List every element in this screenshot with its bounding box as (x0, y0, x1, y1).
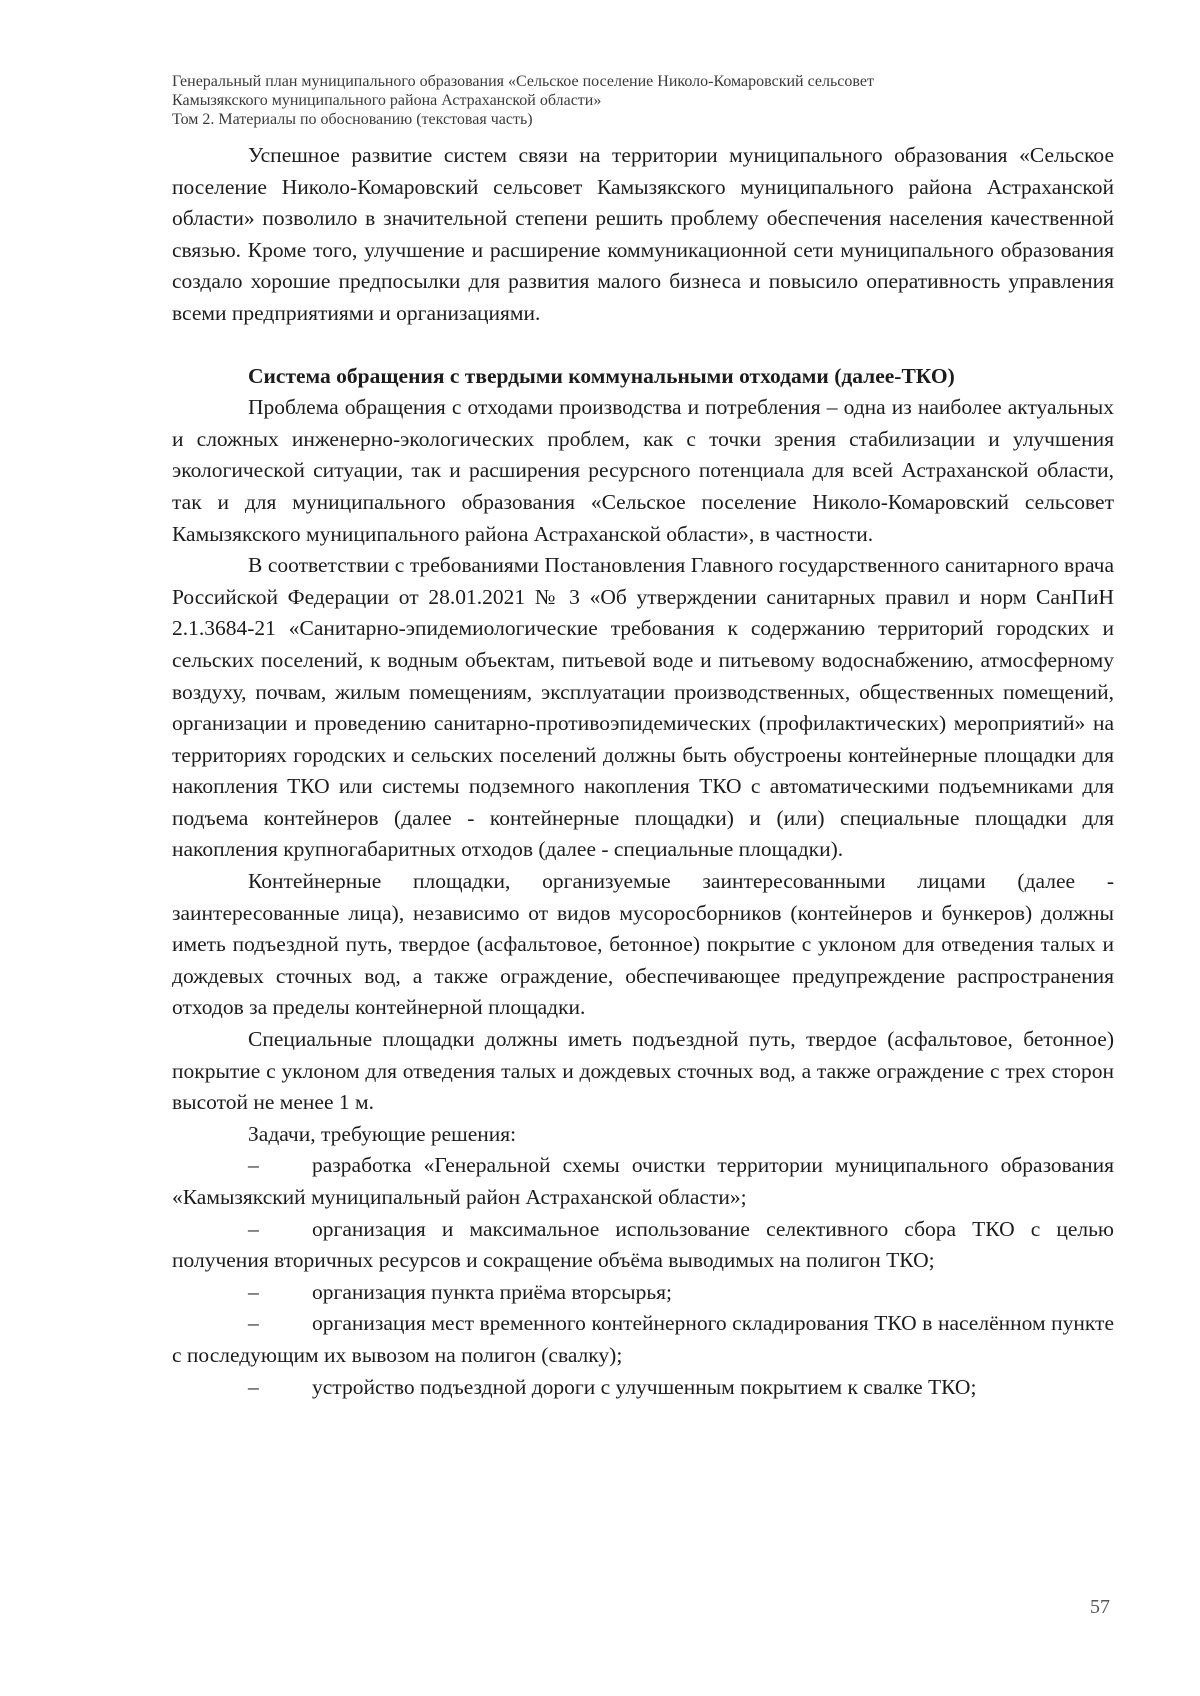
list-item (172, 1308, 1114, 1371)
paragraph-tasks-intro: Задачи, требующие решения: (248, 1121, 517, 1146)
list-item (172, 1150, 1114, 1213)
header-line-2: Камызякского муниципального района Астраханской области» (172, 92, 602, 109)
running-header (172, 72, 1132, 129)
list-item-text: организация мест временного контейнерного складирования ТКО в населённом пункте с последующим их вывозом на полигон (свалку); (172, 1311, 1114, 1367)
paragraph-waste-problem: Проблема обращения с отходами производства и потребления – одна из наиболее актуальных и сложных инженерно-экологических проблем, как с точки зрения стабилизации и улучшения экологической ситуации, так и расширения ресурсного потенциала для всей Астраханской области, так и для муниципального образования «Сельское поселение Николо-Комаровский сельсовет Камызякского муниципального района Астраханской области», в частности. (172, 395, 1114, 546)
list-dash: – (248, 1279, 259, 1304)
paragraph-special-sites: Специальные площадки должны иметь подъездной путь, твердое (асфальтовое, бетонное) покрытие с уклоном для отведения талых и дождевых сточных вод, а также ограждение с трех сторон высотой не менее 1 м. (172, 1027, 1114, 1115)
list-item-text: организация и максимальное использование селективного сбора ТКО с целью получения вторичных ресурсов и сокращение объёма выводимых на полигон ТКО; (172, 1216, 1114, 1273)
header-line-1: Генеральный план муниципального образования «Сельское поселение Николо-Комаровский сельсовет (172, 73, 874, 90)
paragraph-container-sites: Контейнерные площадки, организуемые заинтересованными лицами (далее - заинтересованные лица), независимо от видов мусоросборников (контейнеров и бункеров) должны иметь подъездной путь, твердое (асфальтовое, бетонное) покрытие с уклоном для отведения талых и дождевых сточных вод, а также ограждение, обеспечивающее предупреждение распространения отходов за пределы контейнерной площадки. (172, 869, 1114, 1020)
list-dash: – (248, 1153, 259, 1178)
list-item (172, 1372, 1114, 1404)
page-number: 57 (1090, 1596, 1110, 1618)
list-item-text: организация пункта приёма вторсырья; (312, 1279, 672, 1304)
list-dash: – (248, 1311, 259, 1336)
document-body (172, 140, 1114, 1403)
list-dash: – (248, 1216, 259, 1241)
list-dash: – (248, 1374, 259, 1399)
list-item (172, 1277, 1114, 1309)
header-line-3: Том 2. Материалы по обоснованию (текстовая часть) (172, 111, 533, 128)
section-heading-tko: Система обращения с твердыми коммунальными отходами (далее-ТКО) (248, 363, 955, 388)
list-item-text: разработка «Генеральной схемы очистки территории муниципального образования «Камызякский муниципальный район Астраханской области»; (172, 1153, 1114, 1209)
paragraph-communications: Успешное развитие систем связи на территории муниципального образования «Сельское поселение Николо-Комаровский сельсовет Камызякского муниципального района Астраханской области» позволило в значительной степени решить проблему обеспечения населения качественной связью. Кроме того, улучшение и расширение коммуникационной сети муниципального образования создало хорошие предпосылки для развития малого бизнеса и повысило оперативность управления всеми предприятиями и организациями. (172, 143, 1114, 325)
list-item-text: устройство подъездной дороги с улучшенным покрытием к свалке ТКО; (312, 1374, 977, 1399)
list-item (172, 1214, 1114, 1277)
paragraph-sanpin-requirements: В соответствии с требованиями Постановления Главного государственного санитарного врача Российской Федерации от 28.01.2021 № 3 «Об утверждении санитарных правил и норм СанПиН 2.1.3684-21 «Санитарно-эпидемиологические требования к содержанию территорий городских и сельских поселений, к водным объектам, питьевой воде и питьевому водоснабжению, атмосферному воздуху, почвам, жилым помещениям, эксплуатации производственных, общественных помещений, организации и проведению санитарно-противоэпидемических (профилактических) мероприятий» на территориях городских и сельских поселений должны быть обустроены контейнерные площадки для накопления ТКО или системы подземного накопления ТКО с автоматическими подъемниками для подъема контейнеров (далее - контейнерные площадки) и (или) специальные площадки для накопления крупногабаритных отходов (далее - специальные площадки). (172, 553, 1114, 862)
